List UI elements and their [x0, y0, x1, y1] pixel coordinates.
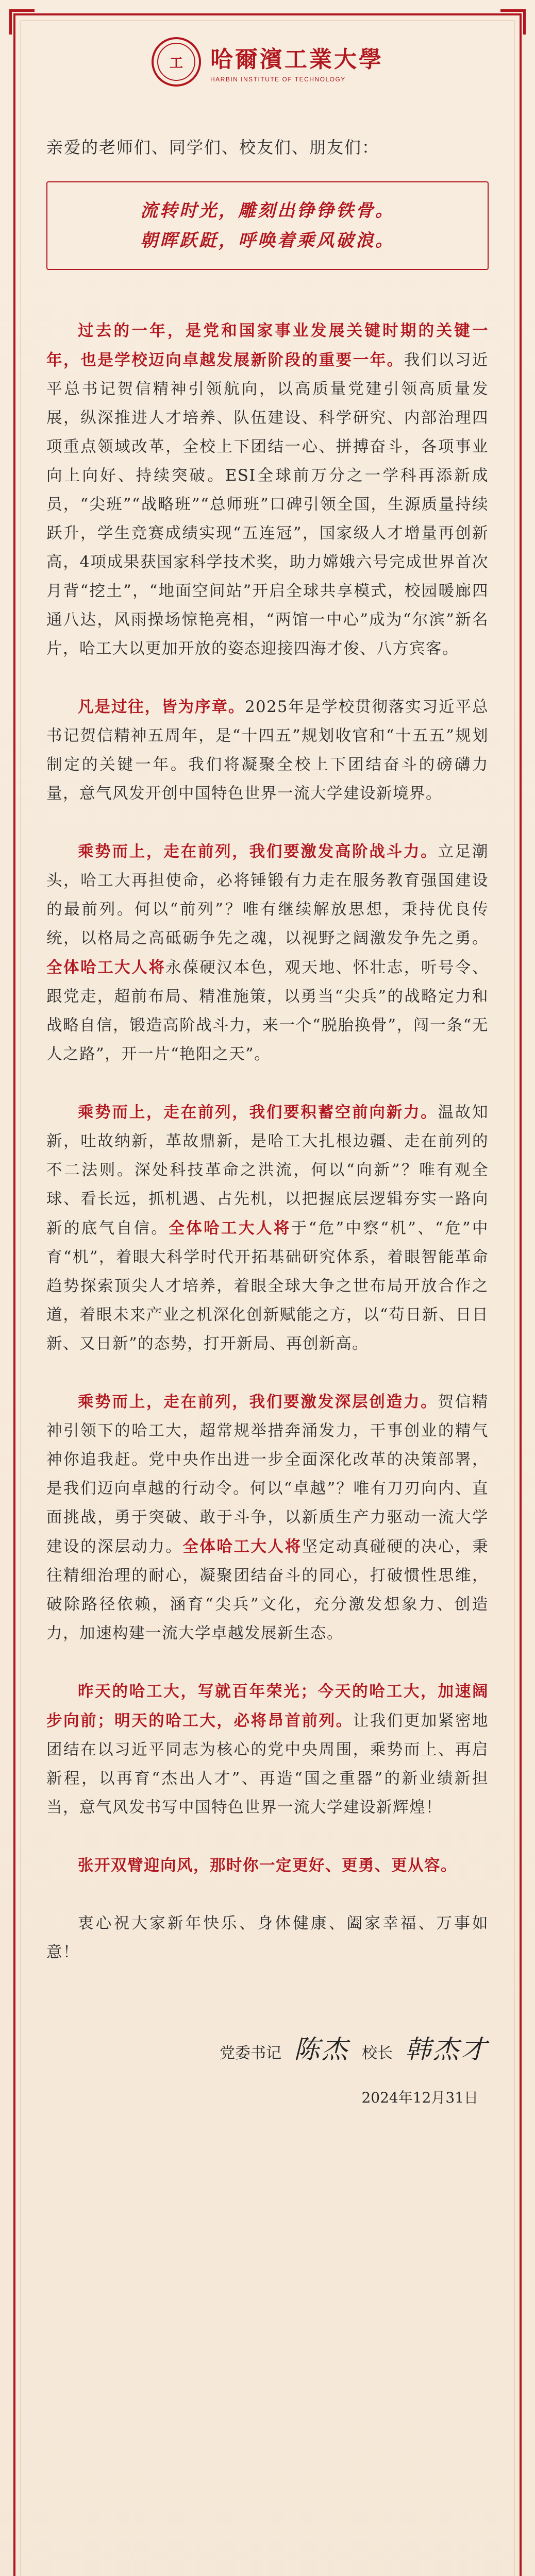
signature-title-secretary: 党委书记 [220, 2044, 281, 2062]
paragraph-2-lead: 凡是过往，皆为序章。 [78, 698, 245, 716]
paragraph-5-lead: 乘势而上，走在前列，我们要激发深层创造力。 [78, 1393, 438, 1411]
paragraph-3-lead: 乘势而上，走在前列，我们要激发高阶战斗力。 [78, 842, 438, 861]
paragraph-4 [46, 1098, 489, 1359]
paragraph-5-body-2: 坚定动真碰硬的决心，秉往精细治理的耐心，凝聚团结奋斗的同心，打破惯性思维，破除路径依赖，涵育“尖兵”文化，充分激发想象力、创造力，加速构建一流大学卓越发展新生态。 [46, 1538, 489, 1642]
signature-block [46, 2029, 489, 2066]
signature-president: 韩杰才 [405, 2035, 489, 2064]
paragraph-7-lead: 张开双臂迎向风，那时你一定更好、更勇、更从容。 [78, 1856, 457, 1875]
header-logo [0, 31, 535, 93]
paragraph-5 [46, 1387, 489, 1648]
paragraph-3 [46, 837, 489, 1069]
paragraph-3-body: 立足潮头，哈工大再担使命，必将锤锻有力走在服务教育强国建设的最前列。何以“前列”？唯有继续解放思想，秉持优良传统，以格局之高砥砺争先之魂，以视野之阔激发争先之勇。 [46, 843, 489, 947]
paragraph-3-body-2: 永葆硬汉本色，观天地、怀壮志，听号令、跟党走，超前布局、精准施策，以勇当“尖兵”的战略定力和战略自信，锻造高阶战斗力，来一个“脱胎换骨”，闯一条“无人之路”，开一片“艳阳之天”。 [46, 959, 489, 1063]
seal-char: 工 [157, 43, 195, 81]
letter-date: 2024年12月31日 [361, 2089, 478, 2106]
paragraph-1-lead: 过去的一年，是党和国家事业发展关键时期的关键一年，也是学校迈向卓越发展新阶段的重要一年。 [46, 321, 489, 369]
paragraph-4-lead-2: 全体哈工大人将 [169, 1219, 291, 1238]
paragraph-1 [46, 316, 489, 664]
signature-title-president: 校长 [362, 2044, 393, 2062]
paragraph-5-lead-2: 全体哈工大人将 [182, 1537, 302, 1556]
logo-english: HARBIN INSTITUTE OF TECHNOLOGY [210, 76, 346, 83]
paragraph-6-lead: 昨天的哈工大，写就百年荣光；今天的哈工大，加速阔步向前；明天的哈工大，必将昂首前列。 [46, 1682, 489, 1730]
paragraph-2-body: 2025年是学校贯彻落实习近平总书记贺信精神五周年，是“十四五”规划收官和“十五五”规划制定的关键一年。我们将凝聚全校上下团结奋斗的磅礴力量，意气风发开创中国特色世界一流大学建设新境界。 [46, 698, 489, 803]
motto-line-2: 朝晖跃跹，呼唤着乘风破浪。 [140, 230, 395, 251]
logo-wordmark [210, 41, 383, 83]
paragraph-4-lead: 乘势而上，走在前列，我们要积蓄空前向新力。 [78, 1103, 438, 1122]
paragraph-3-lead-2: 全体哈工大人将 [46, 958, 166, 977]
paragraph-1-body: 我们以习近平总书记贺信精神引领航向，以高质量党建引领高质量发展，纵深推进人才培养、队伍建设、科学研究、内部治理四项重点领域改革，全校上下团结一心、拼搏奋斗，各项事业向上向好、持续突破。ESI全球前万分之一学科再添新成员，“尖班”“战略班”“总师班”口碑引领全国，生源质量持续跃升，学生竞赛成绩实现“五连冠”，国家级人才增量再创新高，4项成果获国家科学技术奖，助力嫦娥六号完成世界首次月背“挖土”，“地面空间站”开启全球共享模式，校园暖廊四通八达，风雨操场惊艳亮相，“两馆一中心”成为“尔滨”新名片，哈工大以更加开放的姿态迎接四海才俊、八方宾客。 [46, 351, 489, 658]
paragraph-8-body: 衷心祝大家新年快乐、身体健康、阖家幸福、万事如意！ [46, 1914, 489, 1961]
paragraph-7 [46, 1851, 489, 1880]
paragraph-6-body: 让我们更加紧密地团结在以习近平同志为核心的党中央周围，乘势而上、再启新程，以再育“杰出人才”、再造“国之重器”的新业绩新担当，意气风发书写中国特色世界一流大学建设新辉煌！ [46, 1712, 489, 1817]
paragraph-6 [46, 1677, 489, 1822]
paragraph-4-body: 温故知新，吐故纳新，革故鼎新，是哈工大扎根边疆、走在前列的不二法则。深处科技革命之洪流，何以“向新”？唯有观全球、看长远，抓机遇、占先机，以把握底层逻辑夯实一路向新的底气自信。 [46, 1104, 489, 1238]
paragraph-4-body-2: 于“危”中察“机”、“危”中育“机”，着眼大科学时代开拓基础研究体系，着眼智能革命趋势探索顶尖人才培养，着眼全球大争之世布局开放合作之道，着眼未来产业之机深化创新赋能之方，以“苟日新、日日新、又日新”的态势，打开新局、再创新高。 [46, 1219, 489, 1353]
motto-line-1: 流转时光，雕刻出铮铮铁骨。 [140, 200, 395, 221]
salutation: 亲爱的老师们、同学们、校友们、朋友们： [46, 138, 380, 157]
paragraph-2 [46, 692, 489, 808]
paragraph-5-body: 贺信精神引领下的哈工大，超常规举措奔涌发力，干事创业的精气神你追我赶。党中央作出进一步全面深化改革的决策部署，是我们迈向卓越的行动令。何以“卓越”？唯有刀刃向内、直面挑战，勇于突破、敢于斗争，以新质生产力驱动一流大学建设的深层动力。 [46, 1393, 489, 1556]
signature-secretary: 陈杰 [294, 2035, 349, 2064]
motto-box [46, 181, 489, 270]
letter-body [46, 134, 489, 2107]
logo-chinese: 哈爾濱工業大學 [210, 46, 383, 73]
university-seal-icon [152, 37, 201, 87]
paragraph-8 [46, 1909, 489, 1967]
